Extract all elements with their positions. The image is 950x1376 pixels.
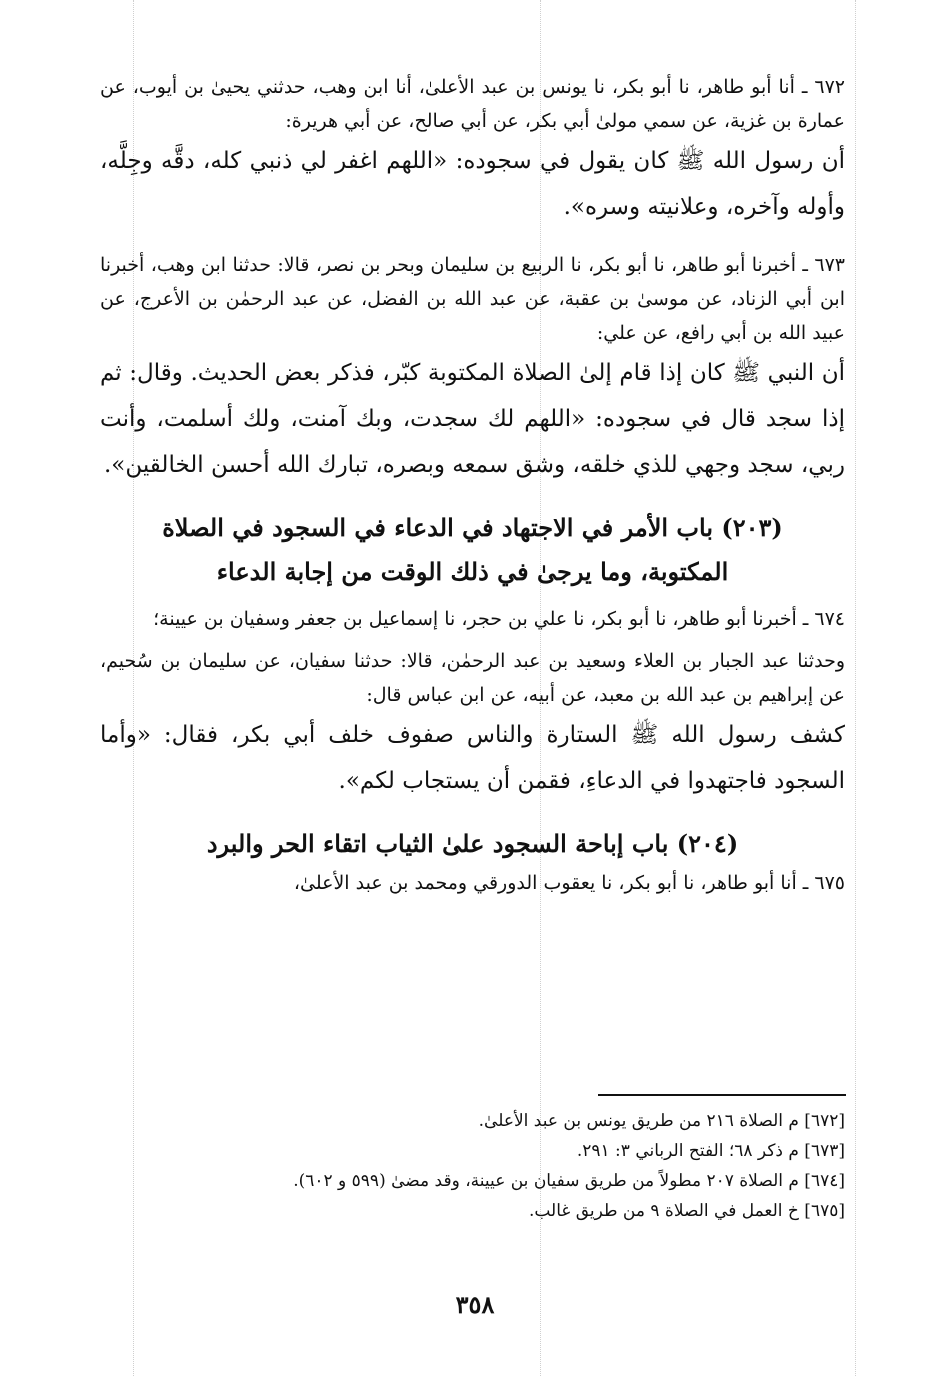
main-text [100, 70, 845, 900]
hadith-675-isnad: ٦٧٥ ـ أنا أبو طاهر، نا أبو بكر، نا يعقوب الدورقي ومحمد بن عبد الأعلىٰ، [293, 872, 845, 894]
footnote-672: [٦٧٢] م الصلاة ٢١٦ من طريق يونس بن عبد الأعلىٰ. [478, 1111, 845, 1131]
hadith-673-isnad: ٦٧٣ ـ أخبرنا أبو طاهر، نا أبو بكر، نا الربيع بن سليمان وبحر بن نصر، قالا: حدثنا ابن وهب، أخبرنا ابن أبي الزناد، عن موسىٰ بن عقبة، عن عبد الله بن الفضل، عن عبد الرحمٰن بن الأعرج، عن عبيد الله بن أبي رافع، عن علي: [100, 254, 845, 344]
footnotes [100, 1106, 845, 1226]
hadith-674-isnad-2: وحدثنا عبد الجبار بن العلاء وسعيد بن عبد الرحمٰن، قالا: حدثنا سفيان، عن سليمان بن سُحيم، عن إبراهيم بن عبد الله بن معبد، عن أبيه، عن ابن عباس قال: [100, 650, 845, 706]
footnote-divider [598, 1094, 846, 1096]
footnote-674: [٦٧٤] م الصلاة ٢٠٧ مطولاً من طريق سفيان بن عيينة، وقد مضىٰ (٥٩٩ و ٦٠٢). [293, 1171, 845, 1191]
hadith-673-matn: أن النبي ﷺ كان إذا قام إلىٰ الصلاة المكتوبة كبّر، فذكر بعض الحديث. وقال: ثم إذا سجد قال في سجوده: «اللهم لك سجدت، وبك آمنت، ولك أسلمت، وأنت ربي، سجد وجهي للذي خلقه، وشق سمعه وبصره، تبارك الله أحسن الخالقين». [100, 360, 845, 478]
footnote-675: [٦٧٥] خ العمل في الصلاة ٩ من طريق غالب. [528, 1201, 845, 1221]
page-number: ٣٥٨ [455, 1290, 495, 1319]
hadith-674-isnad-1: ٦٧٤ ـ أخبرنا أبو طاهر، نا أبو بكر، نا علي بن حجر، نا إسماعيل بن جعفر وسفيان بن عيينة؛ [153, 608, 845, 630]
hadith-672-isnad: ٦٧٢ ـ أنا أبو طاهر، نا أبو بكر، نا يونس بن عبد الأعلىٰ، أنا ابن وهب، حدثني يحيىٰ بن أيوب، عن عمارة بن غزية، عن سمي مولىٰ أبي بكر، عن أبي صالح، عن أبي هريرة: [100, 76, 845, 132]
hadith-672-matn: أن رسول الله ﷺ كان يقول في سجوده: «اللهم اغفر لي ذنبي كله، دقَّه وجِلَّه، وأوله وآخره، وعلانيته وسره». [100, 148, 845, 220]
scan-guide-line [855, 0, 856, 1376]
hadith-674-matn: كشف رسول الله ﷺ الستارة والناس صفوف خلف أبي بكر، فقال: «وأما السجود فاجتهدوا في الدعاءِ، فقمن أن يستجاب لكم». [100, 722, 845, 794]
chapter-203-title-line1: (٢٠٣) باب الأمر في الاجتهاد في الدعاء في السجود في الصلاة [162, 513, 783, 542]
chapter-204-title: (٢٠٤) باب إباحة السجود علىٰ الثياب اتقاء الحر والبرد [206, 829, 739, 858]
chapter-203-title-line2: المكتوبة، وما يرجىٰ في ذلك الوقت من إجابة الدعاء [216, 557, 729, 586]
footnote-673: [٦٧٣] م ذكر ٦٨؛ الفتح الرباني ٣: ٢٩١. [576, 1141, 845, 1161]
